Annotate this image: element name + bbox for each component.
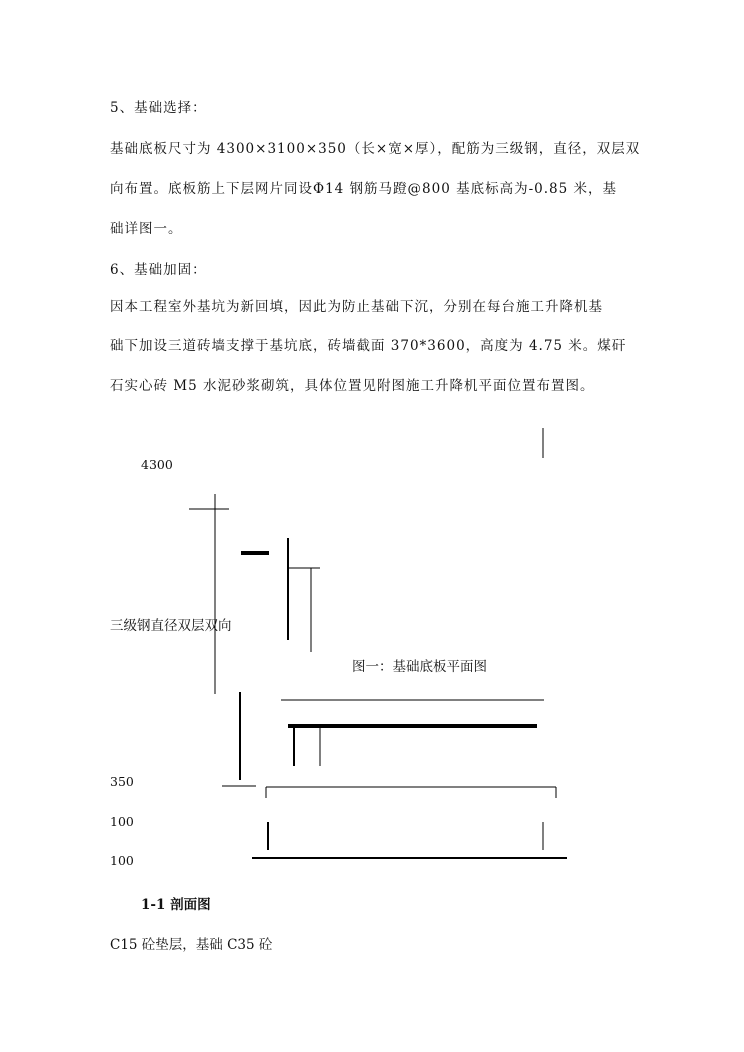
dimension-100-upper: 100 [110,814,134,829]
section-6-paragraph-line-1: 因本工程室外基坑为新回填，因此为防止基础下沉，分别在每台施工升降机基 [110,299,603,315]
dimension-4300: 4300 [141,457,173,472]
rebar-label: 三级钢直径双层双向 [110,618,232,634]
section-5-paragraph-line-2: 向布置。底板筋上下层网片同设Φ14 钢筋马蹬@800 基底标高为-0.85 米，基 [110,181,618,197]
dimension-100-lower: 100 [110,853,134,868]
section-5-heading: 5、基础选择： [110,100,207,116]
section-6-paragraph-line-2: 础下加设三道砖墙支撑于基坑底，砖墙截面 370*3600，高度为 4.75 米。煤矸 [110,338,627,354]
section-6-heading: 6、基础加固： [110,262,207,278]
section-5-paragraph-line-3: 础详图一。 [110,221,183,237]
section-5-paragraph-line-1: 基础底板尺寸为 4300×3100×350（长×宽×厚），配筋为三级钢，直径，双层双 [110,141,641,157]
section-6-paragraph-line-3: 石实心砖 M5 水泥砂浆砌筑，具体位置见附图施工升降机平面位置布置图。 [110,378,595,394]
dimension-350: 350 [110,774,134,789]
concrete-note: C15 砼垫层，基础 C35 砼 [110,937,273,953]
section-1-1-caption: 1-1 剖面图 [141,897,211,913]
figure-1-caption: 图一：基础底板平面图 [352,659,487,675]
